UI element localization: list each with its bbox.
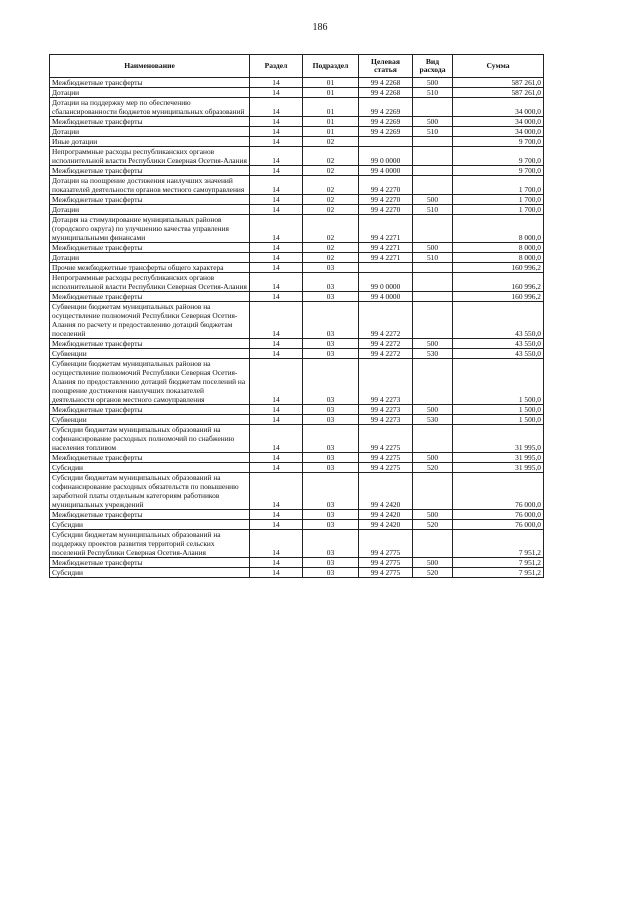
- cell-section: 14: [250, 568, 303, 578]
- cell-sum: 1 700,0: [453, 195, 544, 205]
- cell-type: [413, 359, 453, 405]
- cell-name: Субвенции: [50, 415, 250, 425]
- table-row: [50, 273, 544, 292]
- cell-subsection: 02: [303, 205, 359, 215]
- cell-target: 99 4 2268: [359, 88, 413, 98]
- cell-target: 99 4 2420: [359, 510, 413, 520]
- cell-name: Субсидии бюджетам муниципальных образований на софинансирование расходных полномочий по снабжению населения топливом: [50, 425, 250, 453]
- cell-type: 520: [413, 520, 453, 530]
- cell-target: 99 4 2275: [359, 425, 413, 453]
- cell-sum: 8 000,0: [453, 215, 544, 243]
- page-number: 186: [312, 22, 328, 33]
- cell-sum: 7 951,2: [453, 558, 544, 568]
- cell-section: 14: [250, 530, 303, 558]
- cell-target: 99 4 2273: [359, 415, 413, 425]
- cell-target: [359, 137, 413, 147]
- cell-name: Субвенции бюджетам муниципальных районов на осуществление полномочий Республики Северная Осетия-Алания по расчету и предоставлению дотаций бюджетам поселений: [50, 302, 250, 339]
- cell-subsection: 01: [303, 117, 359, 127]
- cell-sum: 34 000,0: [453, 127, 544, 137]
- cell-section: 14: [250, 263, 303, 273]
- cell-target: 99 4 2273: [359, 405, 413, 415]
- cell-type: 500: [413, 195, 453, 205]
- cell-subsection: 03: [303, 273, 359, 292]
- cell-sum: 76 000,0: [453, 520, 544, 530]
- cell-sum: 9 700,0: [453, 147, 544, 166]
- cell-target: 99 4 2270: [359, 195, 413, 205]
- cell-section: 14: [250, 243, 303, 253]
- cell-subsection: 03: [303, 473, 359, 510]
- cell-section: 14: [250, 78, 303, 88]
- cell-subsection: 01: [303, 88, 359, 98]
- cell-type: 510: [413, 127, 453, 137]
- cell-name: Межбюджетные трансферты: [50, 405, 250, 415]
- table-row: [50, 568, 544, 578]
- cell-section: 14: [250, 88, 303, 98]
- cell-target: 99 4 2269: [359, 98, 413, 117]
- cell-name: Межбюджетные трансферты: [50, 339, 250, 349]
- table-body: [50, 78, 544, 578]
- cell-target: 99 4 2268: [359, 78, 413, 88]
- cell-sum: 9 700,0: [453, 137, 544, 147]
- cell-type: 500: [413, 405, 453, 415]
- cell-type: 530: [413, 349, 453, 359]
- table-row: [50, 292, 544, 302]
- cell-name: Субсидии: [50, 568, 250, 578]
- cell-section: 14: [250, 273, 303, 292]
- cell-target: 99 0 0000: [359, 273, 413, 292]
- table-row: [50, 98, 544, 117]
- cell-target: 99 4 2420: [359, 520, 413, 530]
- cell-target: 99 4 2269: [359, 117, 413, 127]
- cell-subsection: 03: [303, 339, 359, 349]
- cell-type: 500: [413, 453, 453, 463]
- cell-target: 99 4 2272: [359, 339, 413, 349]
- table-row: [50, 253, 544, 263]
- cell-sum: 587 261,0: [453, 88, 544, 98]
- cell-name: Дотации: [50, 205, 250, 215]
- cell-subsection: 02: [303, 166, 359, 176]
- cell-sum: 160 996,2: [453, 263, 544, 273]
- cell-name: Межбюджетные трансферты: [50, 243, 250, 253]
- cell-name: Дотации на поддержку мер по обеспечению сбалансированности бюджетов муниципальных образований: [50, 98, 250, 117]
- cell-sum: 8 000,0: [453, 253, 544, 263]
- table-row: [50, 88, 544, 98]
- cell-subsection: 03: [303, 568, 359, 578]
- cell-subsection: 03: [303, 463, 359, 473]
- cell-name: Субсидии: [50, 463, 250, 473]
- cell-section: 14: [250, 520, 303, 530]
- cell-subsection: 03: [303, 520, 359, 530]
- cell-section: 14: [250, 176, 303, 195]
- cell-sum: 1 500,0: [453, 405, 544, 415]
- cell-name: Межбюджетные трансферты: [50, 195, 250, 205]
- table-row: [50, 176, 544, 195]
- cell-sum: 76 000,0: [453, 473, 544, 510]
- cell-name: Субсидии бюджетам муниципальных образований на софинансирование расходных обязательств по повышению заработной платы отдельным категориям работников муниципальных учреждений: [50, 473, 250, 510]
- cell-sum: 34 000,0: [453, 98, 544, 117]
- cell-type: [413, 176, 453, 195]
- cell-target: 99 4 2269: [359, 127, 413, 137]
- table-row: [50, 349, 544, 359]
- table-row: [50, 415, 544, 425]
- cell-name: Прочие межбюджетные трансферты общего характера: [50, 263, 250, 273]
- cell-name: Межбюджетные трансферты: [50, 510, 250, 520]
- cell-subsection: 01: [303, 78, 359, 88]
- cell-sum: 31 995,0: [453, 463, 544, 473]
- table-row: [50, 243, 544, 253]
- cell-section: 14: [250, 98, 303, 117]
- table-row: [50, 137, 544, 147]
- cell-type: 500: [413, 558, 453, 568]
- table-row: [50, 78, 544, 88]
- cell-sum: 1 700,0: [453, 205, 544, 215]
- cell-target: 99 4 2775: [359, 568, 413, 578]
- table-row: [50, 195, 544, 205]
- cell-sum: 1 700,0: [453, 176, 544, 195]
- cell-target: 99 4 2271: [359, 253, 413, 263]
- cell-subsection: 03: [303, 558, 359, 568]
- cell-section: 14: [250, 166, 303, 176]
- cell-type: [413, 166, 453, 176]
- cell-sum: 31 995,0: [453, 425, 544, 453]
- cell-subsection: 01: [303, 98, 359, 117]
- cell-type: [413, 98, 453, 117]
- cell-sum: 1 500,0: [453, 359, 544, 405]
- cell-name: Межбюджетные трансферты: [50, 453, 250, 463]
- header-type: Вид расхода: [413, 55, 453, 78]
- cell-subsection: 03: [303, 510, 359, 520]
- cell-name: Межбюджетные трансферты: [50, 166, 250, 176]
- table-row: [50, 520, 544, 530]
- cell-type: 500: [413, 78, 453, 88]
- cell-target: 99 4 2271: [359, 215, 413, 243]
- cell-subsection: 03: [303, 302, 359, 339]
- cell-name: Межбюджетные трансферты: [50, 78, 250, 88]
- cell-subsection: 02: [303, 243, 359, 253]
- table-row: [50, 359, 544, 405]
- cell-type: [413, 530, 453, 558]
- cell-type: [413, 273, 453, 292]
- cell-section: 14: [250, 415, 303, 425]
- cell-subsection: 03: [303, 405, 359, 415]
- cell-sum: 43 550,0: [453, 302, 544, 339]
- cell-target: 99 0 0000: [359, 147, 413, 166]
- cell-sum: 7 951,2: [453, 530, 544, 558]
- cell-section: 14: [250, 349, 303, 359]
- cell-type: 530: [413, 415, 453, 425]
- cell-subsection: 03: [303, 263, 359, 273]
- cell-subsection: 03: [303, 453, 359, 463]
- cell-sum: 43 550,0: [453, 339, 544, 349]
- cell-type: [413, 302, 453, 339]
- table-row: [50, 510, 544, 520]
- cell-section: 14: [250, 127, 303, 137]
- cell-name: Субвенции: [50, 349, 250, 359]
- cell-subsection: 03: [303, 425, 359, 453]
- table-row: [50, 147, 544, 166]
- cell-type: [413, 263, 453, 273]
- cell-target: 99 4 2270: [359, 205, 413, 215]
- cell-section: 14: [250, 215, 303, 243]
- cell-sum: 34 000,0: [453, 117, 544, 127]
- cell-section: 14: [250, 453, 303, 463]
- table-row: [50, 453, 544, 463]
- cell-target: [359, 263, 413, 273]
- cell-section: 14: [250, 195, 303, 205]
- cell-target: 99 4 2275: [359, 463, 413, 473]
- cell-subsection: 02: [303, 137, 359, 147]
- cell-type: [413, 292, 453, 302]
- cell-target: 99 4 2272: [359, 302, 413, 339]
- cell-type: [413, 473, 453, 510]
- table-row: [50, 166, 544, 176]
- table-row: [50, 302, 544, 339]
- cell-section: 14: [250, 405, 303, 415]
- cell-type: [413, 215, 453, 243]
- cell-type: 510: [413, 253, 453, 263]
- table-row: [50, 127, 544, 137]
- cell-type: [413, 147, 453, 166]
- cell-sum: 587 261,0: [453, 78, 544, 88]
- cell-name: Непрограммные расходы республиканских органов исполнительной власти Республики Северная Осетия-Алания: [50, 273, 250, 292]
- cell-subsection: 02: [303, 176, 359, 195]
- table-row: [50, 530, 544, 558]
- cell-type: 500: [413, 117, 453, 127]
- cell-type: 500: [413, 339, 453, 349]
- table-row: [50, 263, 544, 273]
- cell-section: 14: [250, 473, 303, 510]
- header-subsection: Подраздел: [303, 55, 359, 78]
- table-row: [50, 463, 544, 473]
- cell-subsection: 02: [303, 195, 359, 205]
- cell-section: 14: [250, 253, 303, 263]
- cell-subsection: 03: [303, 415, 359, 425]
- cell-name: Непрограммные расходы республиканских органов исполнительной власти Республики Северная Осетия-Алания: [50, 147, 250, 166]
- budget-table: [49, 54, 544, 578]
- cell-section: 14: [250, 510, 303, 520]
- cell-section: 14: [250, 425, 303, 453]
- cell-sum: 1 500,0: [453, 415, 544, 425]
- cell-section: 14: [250, 359, 303, 405]
- cell-section: 14: [250, 292, 303, 302]
- cell-subsection: 02: [303, 215, 359, 243]
- cell-name: Субвенции бюджетам муниципальных районов на осуществление полномочий Республики Северная Осетия-Алания по предоставлению дотаций бюджетам поселений на поощрение достижения наилучших показателей деятельности органов местного самоуправления: [50, 359, 250, 405]
- cell-name: Дотации на поощрение достижения наилучших значений показателей деятельности органов местного самоуправления: [50, 176, 250, 195]
- cell-subsection: 03: [303, 349, 359, 359]
- cell-target: 99 4 2275: [359, 453, 413, 463]
- table-row: [50, 558, 544, 568]
- cell-section: 14: [250, 117, 303, 127]
- cell-subsection: 03: [303, 530, 359, 558]
- cell-type: [413, 425, 453, 453]
- cell-subsection: 03: [303, 292, 359, 302]
- table-row: [50, 405, 544, 415]
- cell-name: Субсидии: [50, 520, 250, 530]
- cell-type: 500: [413, 510, 453, 520]
- cell-sum: 31 995,0: [453, 453, 544, 463]
- cell-sum: 43 550,0: [453, 349, 544, 359]
- table-row: [50, 117, 544, 127]
- cell-section: 14: [250, 205, 303, 215]
- header-target: Целевая статья: [359, 55, 413, 78]
- header-section: Раздел: [250, 55, 303, 78]
- cell-subsection: 02: [303, 253, 359, 263]
- cell-type: 500: [413, 243, 453, 253]
- table-row: [50, 425, 544, 453]
- cell-subsection: 02: [303, 147, 359, 166]
- cell-target: 99 4 2775: [359, 530, 413, 558]
- cell-target: 99 4 2272: [359, 349, 413, 359]
- cell-name: Межбюджетные трансферты: [50, 558, 250, 568]
- cell-sum: 76 000,0: [453, 510, 544, 520]
- cell-target: 99 4 2270: [359, 176, 413, 195]
- cell-subsection: 01: [303, 127, 359, 137]
- cell-name: Дотация на стимулирование муниципальных районов (городского округа) по улучшению качества управления муниципальными финансами: [50, 215, 250, 243]
- cell-type: [413, 137, 453, 147]
- table-row: [50, 473, 544, 510]
- cell-target: 99 4 2271: [359, 243, 413, 253]
- cell-type: 510: [413, 88, 453, 98]
- cell-sum: 8 000,0: [453, 243, 544, 253]
- cell-target: 99 4 2273: [359, 359, 413, 405]
- cell-sum: 7 951,2: [453, 568, 544, 578]
- cell-name: Иные дотации: [50, 137, 250, 147]
- table-header-row: [50, 55, 544, 78]
- cell-sum: 160 996,2: [453, 292, 544, 302]
- cell-target: 99 4 2775: [359, 558, 413, 568]
- cell-type: 520: [413, 568, 453, 578]
- cell-type: 520: [413, 463, 453, 473]
- cell-name: Дотации: [50, 88, 250, 98]
- cell-section: 14: [250, 558, 303, 568]
- cell-target: 99 4 0000: [359, 166, 413, 176]
- table-row: [50, 205, 544, 215]
- cell-section: 14: [250, 147, 303, 166]
- cell-section: 14: [250, 302, 303, 339]
- cell-subsection: 03: [303, 359, 359, 405]
- cell-target: 99 4 0000: [359, 292, 413, 302]
- cell-name: Межбюджетные трансферты: [50, 292, 250, 302]
- cell-section: 14: [250, 137, 303, 147]
- cell-name: Межбюджетные трансферты: [50, 117, 250, 127]
- cell-section: 14: [250, 339, 303, 349]
- table-row: [50, 339, 544, 349]
- cell-name: Субсидии бюджетам муниципальных образований на поддержку проектов развития территорий сельских поселений Республики Северная Осетия-Алания: [50, 530, 250, 558]
- cell-sum: 9 700,0: [453, 166, 544, 176]
- table-row: [50, 215, 544, 243]
- cell-section: 14: [250, 463, 303, 473]
- header-name: Наименование: [50, 55, 250, 78]
- cell-name: Дотации: [50, 127, 250, 137]
- header-sum: Сумма: [453, 55, 544, 78]
- cell-type: 510: [413, 205, 453, 215]
- cell-sum: 160 996,2: [453, 273, 544, 292]
- cell-name: Дотации: [50, 253, 250, 263]
- cell-target: 99 4 2420: [359, 473, 413, 510]
